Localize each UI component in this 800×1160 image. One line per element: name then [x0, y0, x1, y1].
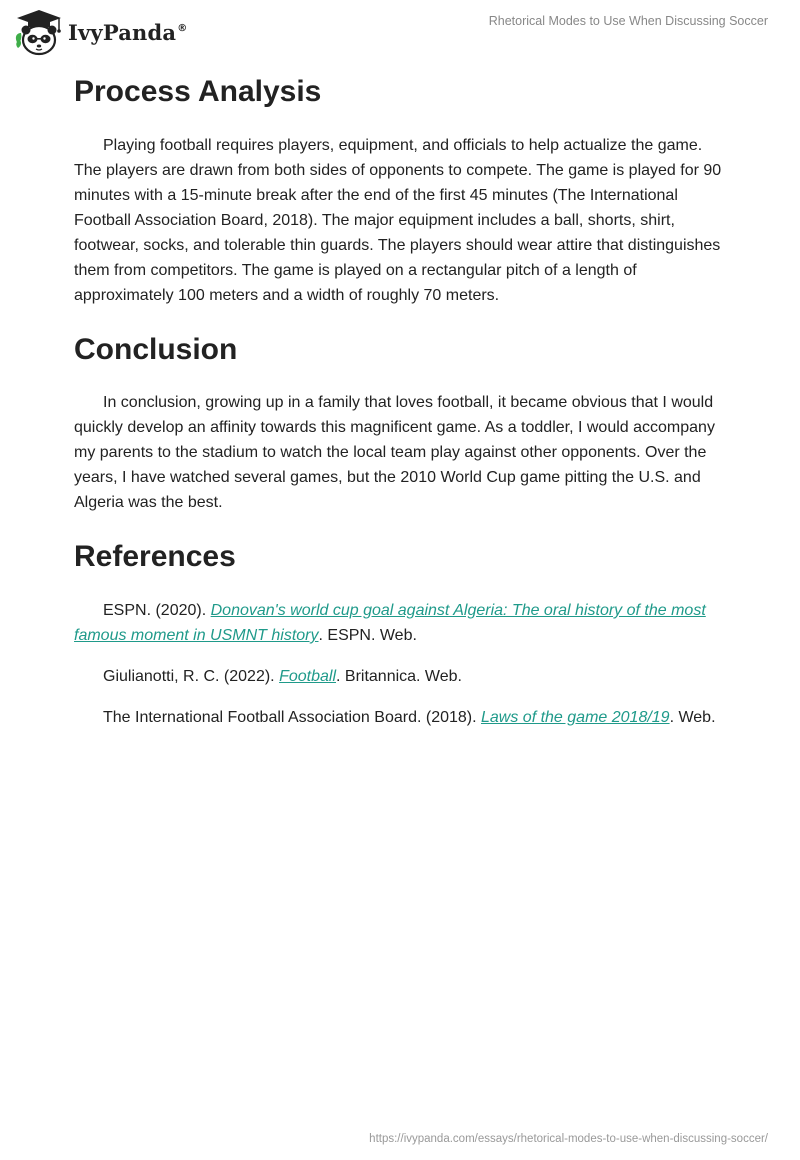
registered-mark: ® — [177, 22, 188, 34]
reference-link[interactable]: Donovan's world cup goal against Algeria: The oral history of the most famous moment in USMNT history — [74, 602, 706, 644]
reference-suffix: . Web. — [669, 709, 716, 726]
section-heading: Process Analysis — [74, 75, 322, 108]
reference-item — [74, 705, 724, 730]
section-conclusion — [74, 329, 724, 515]
section-paragraph: Playing football requires players, equipment, and officials to help actualize the game. The players are drawn from both sides of opponents to compete. The game is played for 90 minutes with a 15-minute break after the end of the first 45 minutes (The International Football Association Board, 2018). The major equipment includes a ball, shorts, shirt, footwear, socks, and tolerable thin guards. The players should wear attire that distinguishes them from competitors. The game is played on a rectangular pitch of a length of approximately 100 meters and a width of roughly 70 meters. — [74, 137, 722, 304]
document-title: Rhetorical Modes to Use When Discussing Soccer — [488, 14, 768, 28]
reference-suffix: . Britannica. Web. — [336, 668, 462, 685]
reference-item — [74, 598, 724, 648]
section-process-analysis — [74, 71, 724, 308]
section-heading: Conclusion — [74, 333, 238, 366]
reference-prefix: Giulianotti, R. C. (2022). — [103, 668, 280, 685]
reference-link[interactable]: Laws of the game 2018/19 — [481, 709, 670, 726]
page-header — [0, 0, 800, 60]
section-heading: References — [74, 540, 236, 573]
footer-url[interactable]: https://ivypanda.com/essays/rhetorical-modes-to-use-when-discussing-soccer/ — [369, 1133, 768, 1145]
section-paragraph: In conclusion, growing up in a family that loves football, it became obvious that I would quickly develop an affinity towards this magnificent game. As a toddler, I would accompany my parents to the stadium to watch the local team play against other opponents. Over the years, I have watched several games, but the 2010 World Cup game pitting the U.S. and Algeria was the best. — [74, 394, 715, 511]
reference-prefix: ESPN. (2020). — [103, 602, 211, 619]
reference-item — [74, 664, 724, 689]
brand-name: IvyPanda® — [68, 19, 188, 45]
reference-link[interactable]: Football — [279, 668, 336, 685]
section-references — [74, 536, 724, 730]
panda-graduate-icon — [14, 8, 64, 56]
essay-content — [74, 70, 724, 730]
reference-prefix: The International Football Association Board. (2018). — [103, 709, 481, 726]
reference-suffix: . ESPN. Web. — [318, 627, 417, 644]
brand-logo[interactable] — [14, 8, 187, 56]
